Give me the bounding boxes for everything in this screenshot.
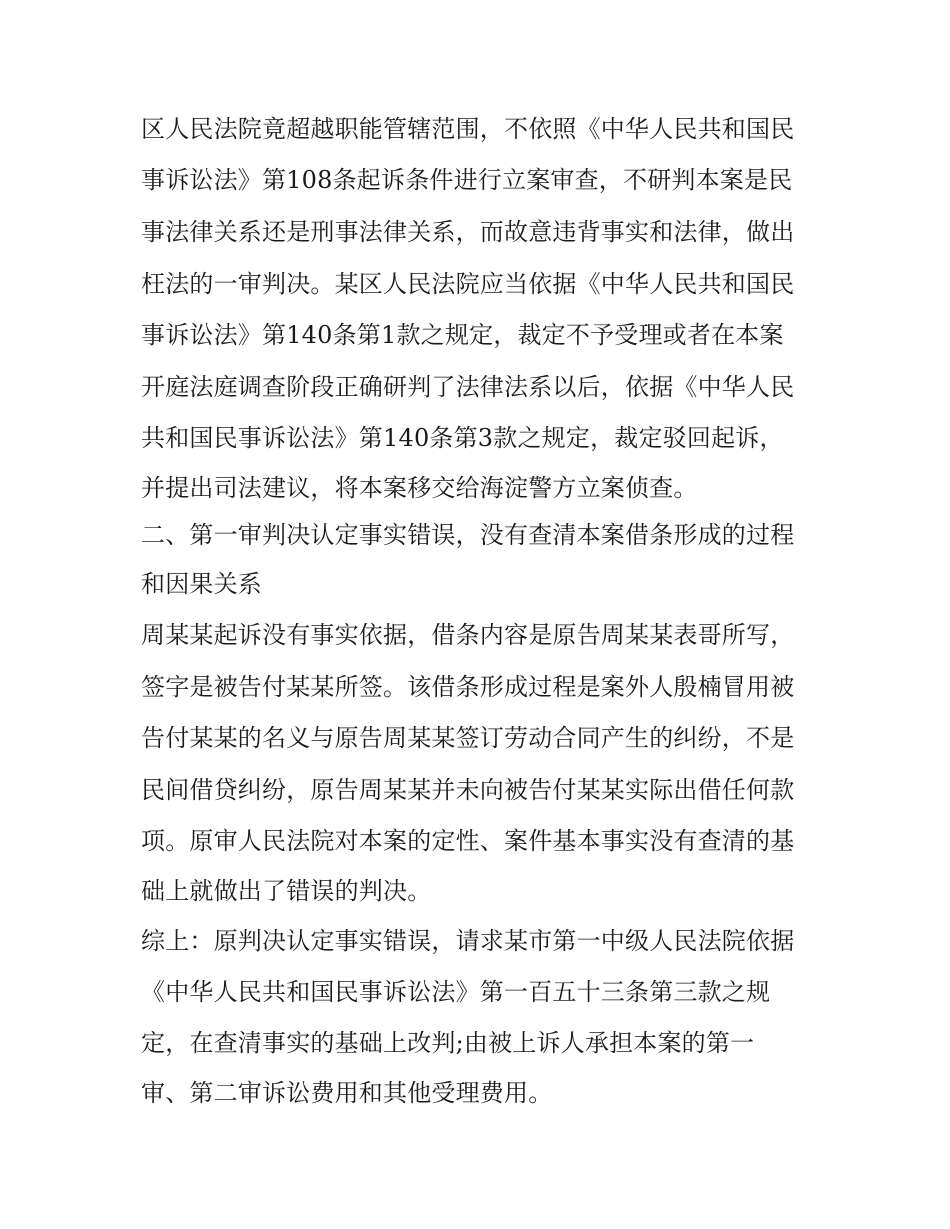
text-line: 区人民法院竟超越职能管辖范围，不依照《中华人民共和国民 <box>141 115 795 143</box>
text-line: 定，在查清事实的基础上改判;由被上诉人承担本案的第一 <box>141 1029 755 1057</box>
text-line: 开庭法庭调查阶段正确研判了法律法系以后，依据《中华人民 <box>141 373 795 401</box>
text-line: 民间借贷纠纷，原告周某某并未向被告付某某实际出借任何款 <box>141 776 795 804</box>
text-line: 事诉讼法》第108条起诉条件进行立案审查，不研判本案是民 <box>141 166 793 194</box>
text-line: 事诉讼法》第140条第1款之规定，裁定不予受理或者在本案 <box>141 321 784 349</box>
text-line: 周某某起诉没有事实依据，借条内容是原告周某某表哥所写， <box>141 621 795 649</box>
text-line: 枉法的一审判决。某区人民法院应当依据《中华人民共和国民 <box>141 270 795 298</box>
text-line: 审、第二审诉讼费用和其他受理费用。 <box>141 1079 553 1107</box>
text-line: 并提出司法建议，将本案移交给海淀警方立案侦查。 <box>141 474 698 502</box>
text-line: 项。原审人民法院对本案的定性、案件基本事实没有查清的基 <box>141 827 795 855</box>
text-line: 础上就做出了错误的判决。 <box>141 877 432 905</box>
section-heading: 二、第一审判决认定事实错误，没有查清本案借条形成的过程 <box>141 521 795 549</box>
text-line: 事法律关系还是刑事法律关系，而故意违背事实和法律，做出 <box>141 218 795 246</box>
text-line: 告付某某的名义与原告周某某签订劳动合同产生的纠纷，不是 <box>141 724 795 752</box>
text-line: 《中华人民共和国民事诉讼法》第一百五十三条第三款之规 <box>141 978 771 1006</box>
section-heading: 和因果关系 <box>141 570 262 598</box>
text-line: 综上：原判决认定事实错误，请求某市第一中级人民法院依据 <box>141 927 795 955</box>
text-line: 共和国民事诉讼法》第140条第3款之规定，裁定驳回起诉， <box>141 424 784 452</box>
text-line: 签字是被告付某某所签。该借条形成过程是案外人殷楠冒用被 <box>141 673 795 701</box>
